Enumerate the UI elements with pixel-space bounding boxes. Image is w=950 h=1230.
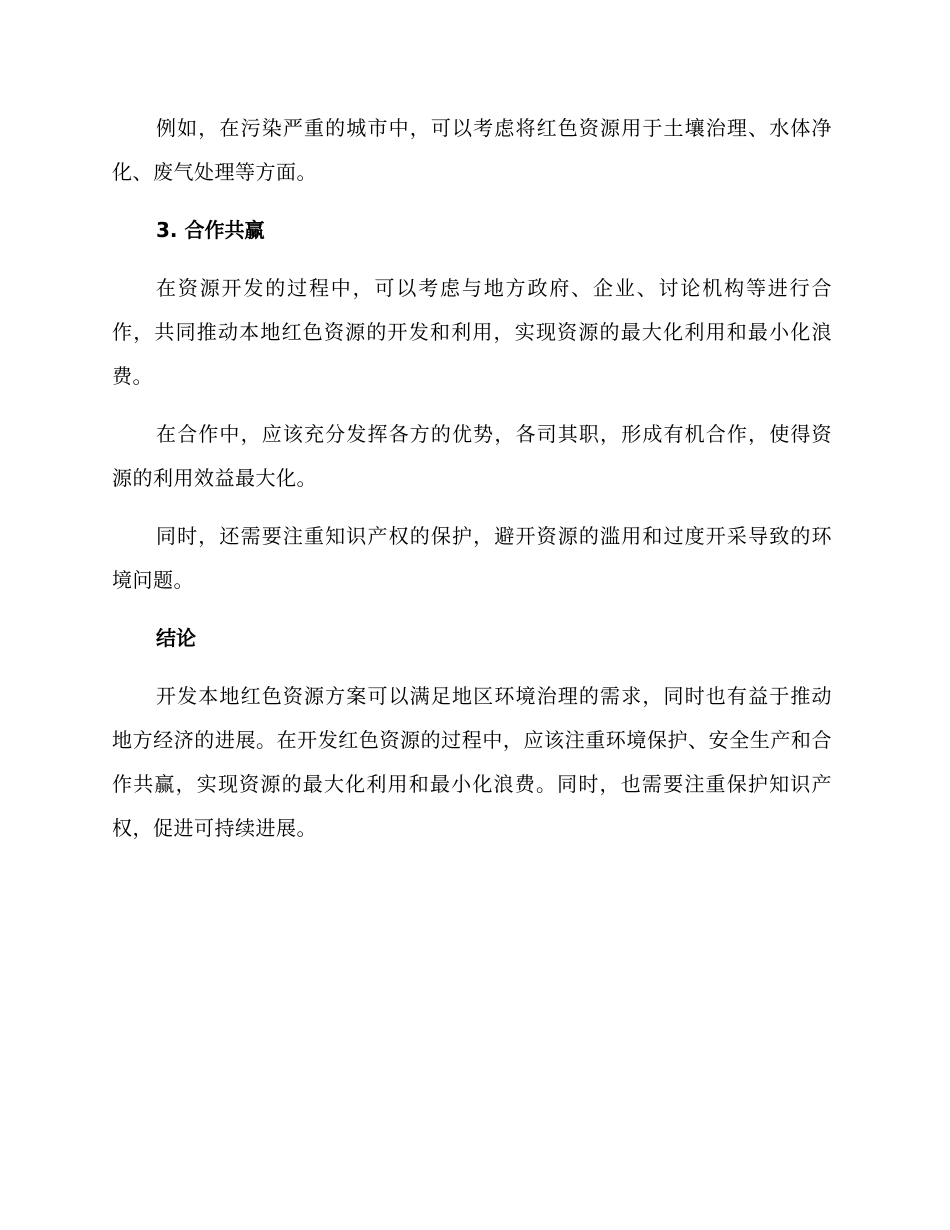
paragraph-cooperation-development: 在资源开发的过程中，可以考虑与地方政府、企业、讨论机构等进行合作，共同推动本地红色资源的开发和利用，实现资源的最大化利用和最小化浪费。	[112, 276, 832, 388]
document-body	[112, 106, 832, 864]
paragraph-cooperation-advantages: 在合作中，应该充分发挥各方的优势，各司其职，形成有机合作，使得资源的利用效益最大化。	[112, 422, 832, 490]
section-heading-cooperation: 3. 合作共赢	[156, 218, 265, 242]
paragraph-pollution-example: 例如，在污染严重的城市中，可以考虑将红色资源用于土壤治理、水体净化、废气处理等方面。	[112, 116, 832, 184]
paragraph-intellectual-property: 同时，还需要注重知识产权的保护，避开资源的滥用和过度开采导致的环境问题。	[112, 524, 832, 592]
paragraph-conclusion: 开发本地红色资源方案可以满足地区环境治理的需求，同时也有益于推动地方经济的进展。在开发红色资源的过程中，应该注重环境保护、安全生产和合作共赢，实现资源的最大化利用和最小化浪费。同时，也需要注重保护知识产权，促进可持续进展。	[112, 684, 832, 840]
section-heading-conclusion: 结论	[156, 626, 196, 650]
